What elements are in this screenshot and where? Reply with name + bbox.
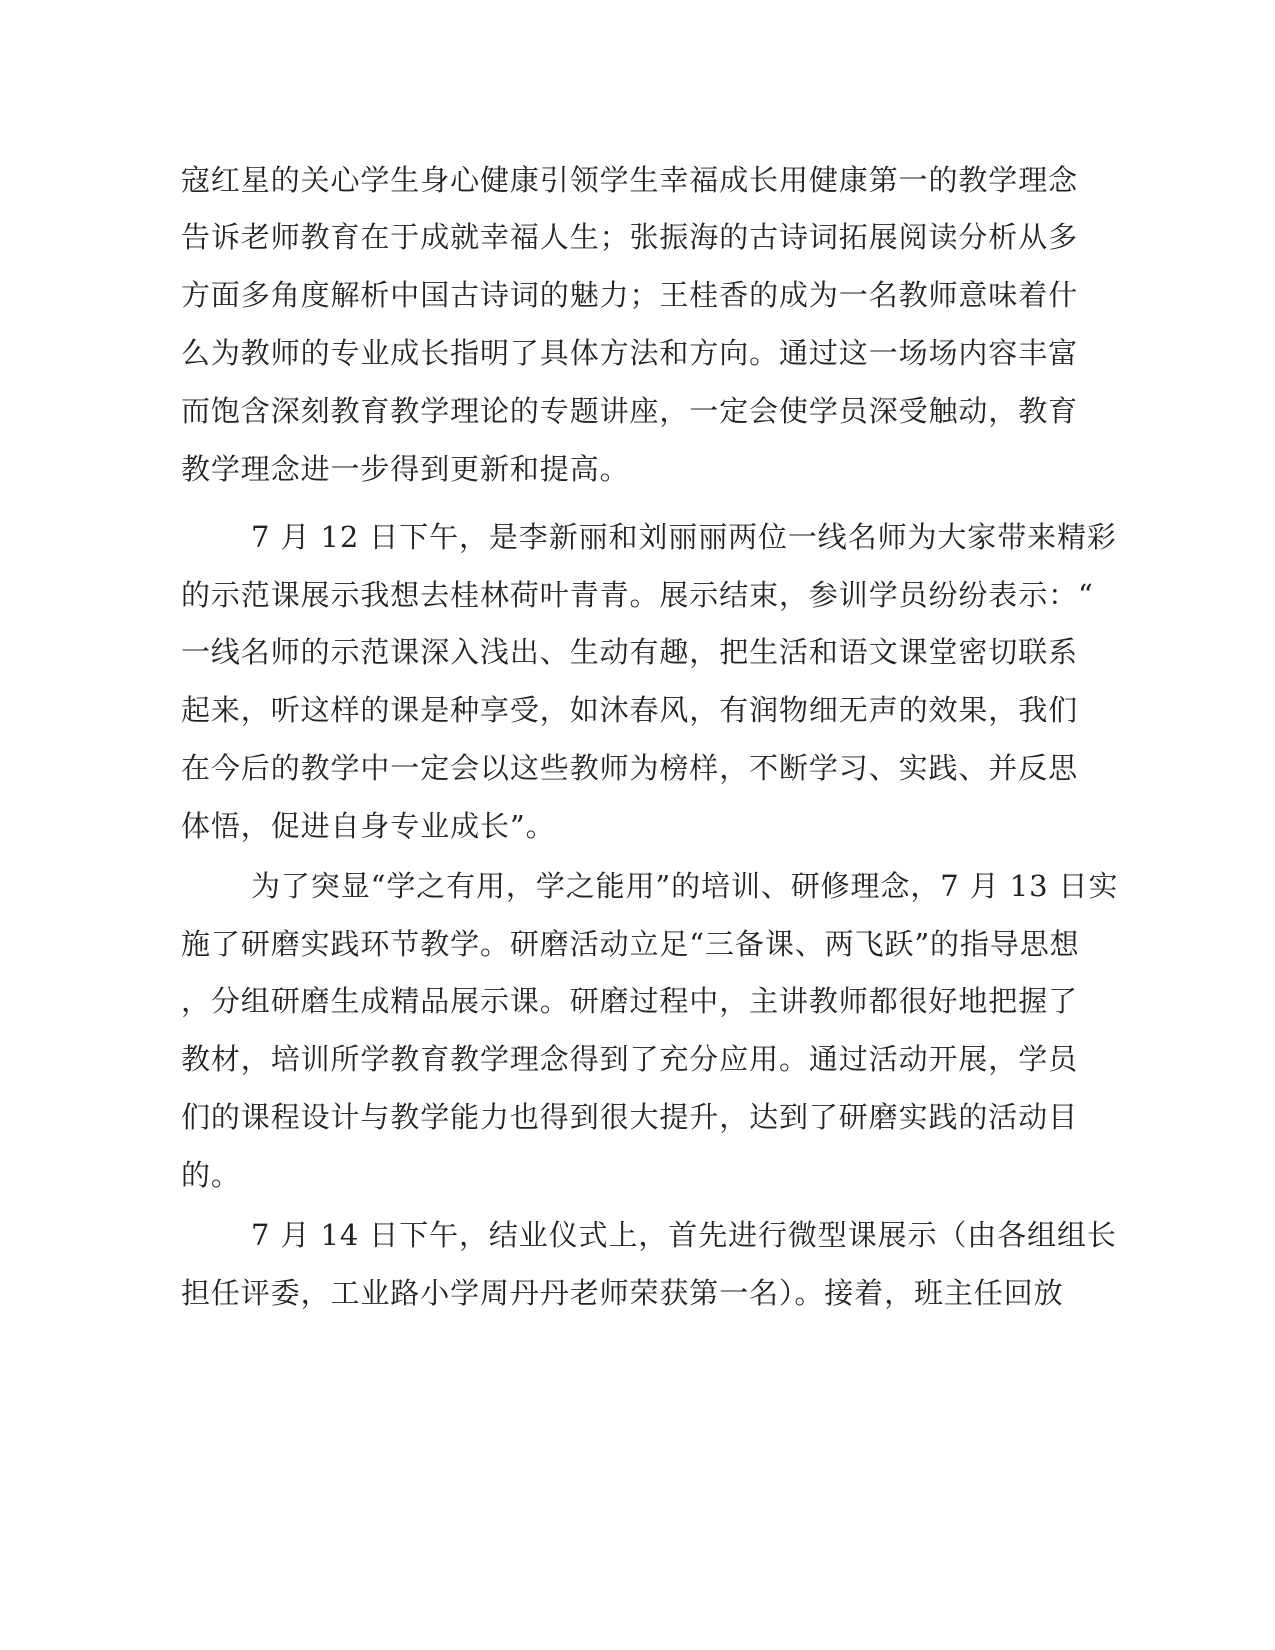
text-line: 体悟，促进自身专业成长”。 [181,809,556,843]
text-line: 的。 [181,1158,241,1192]
text-line: 方面多角度解析中国古诗词的魅力；王桂香的成为一名教师意味着什 [181,278,1079,312]
text-line: 担任评委，工业路小学周丹丹老师荣获第一名）。接着，班主任回放 [181,1276,1064,1310]
text-line: 告诉老师教育在于成就幸福人生；张振海的古诗词拓展阅读分析从多 [181,220,1079,254]
text-line: 为了突显“学之有用，学之能用”的培训、研修理念，7 月 13 日实 [251,869,1119,903]
text-line: 一线名师的示范课深入浅出、生动有趣，把生活和语文课堂密切联系 [181,635,1079,669]
text-line: 寇红星的关心学生身心健康引领学生幸福成长用健康第一的教学理念 [181,163,1079,197]
text-line: 7 月 14 日下午，结业仪式上，首先进行微型课展示（由各组组长 [251,1218,1117,1252]
text-line: 的示范课展示我想去桂林荷叶青青。展示结束，参训学员纷纷表示：“ [181,578,1094,612]
text-line: 么为教师的专业成长指明了具体方法和方向。通过这一场场内容丰富 [181,336,1079,370]
text-line: 教材，培训所学教育教学理念得到了充分应用。通过活动开展，学员 [181,1042,1079,1076]
text-line: 在今后的教学中一定会以这些教师为榜样，不断学习、实践、并反思 [181,751,1079,785]
text-line: 们的课程设计与教学能力也得到很大提升，达到了研磨实践的活动目 [181,1100,1079,1134]
text-line: 教学理念进一步得到更新和提高。 [181,452,630,486]
text-line: 7 月 12 日下午，是李新丽和刘丽丽两位一线名师为大家带来精彩 [251,520,1117,554]
text-line: 施了研磨实践环节教学。研磨活动立足“三备课、两飞跃”的指导思想 [181,927,1080,961]
text-line: 而饱含深刻教育教学理论的专题讲座，一定会使学员深受触动，教育 [181,394,1079,428]
text-line: 起来，听这样的课是种享受，如沐春风，有润物细无声的效果，我们 [181,693,1079,727]
text-line: ，分组研磨生成精品展示课。研磨过程中，主讲教师都很好地把握了 [181,984,1079,1018]
